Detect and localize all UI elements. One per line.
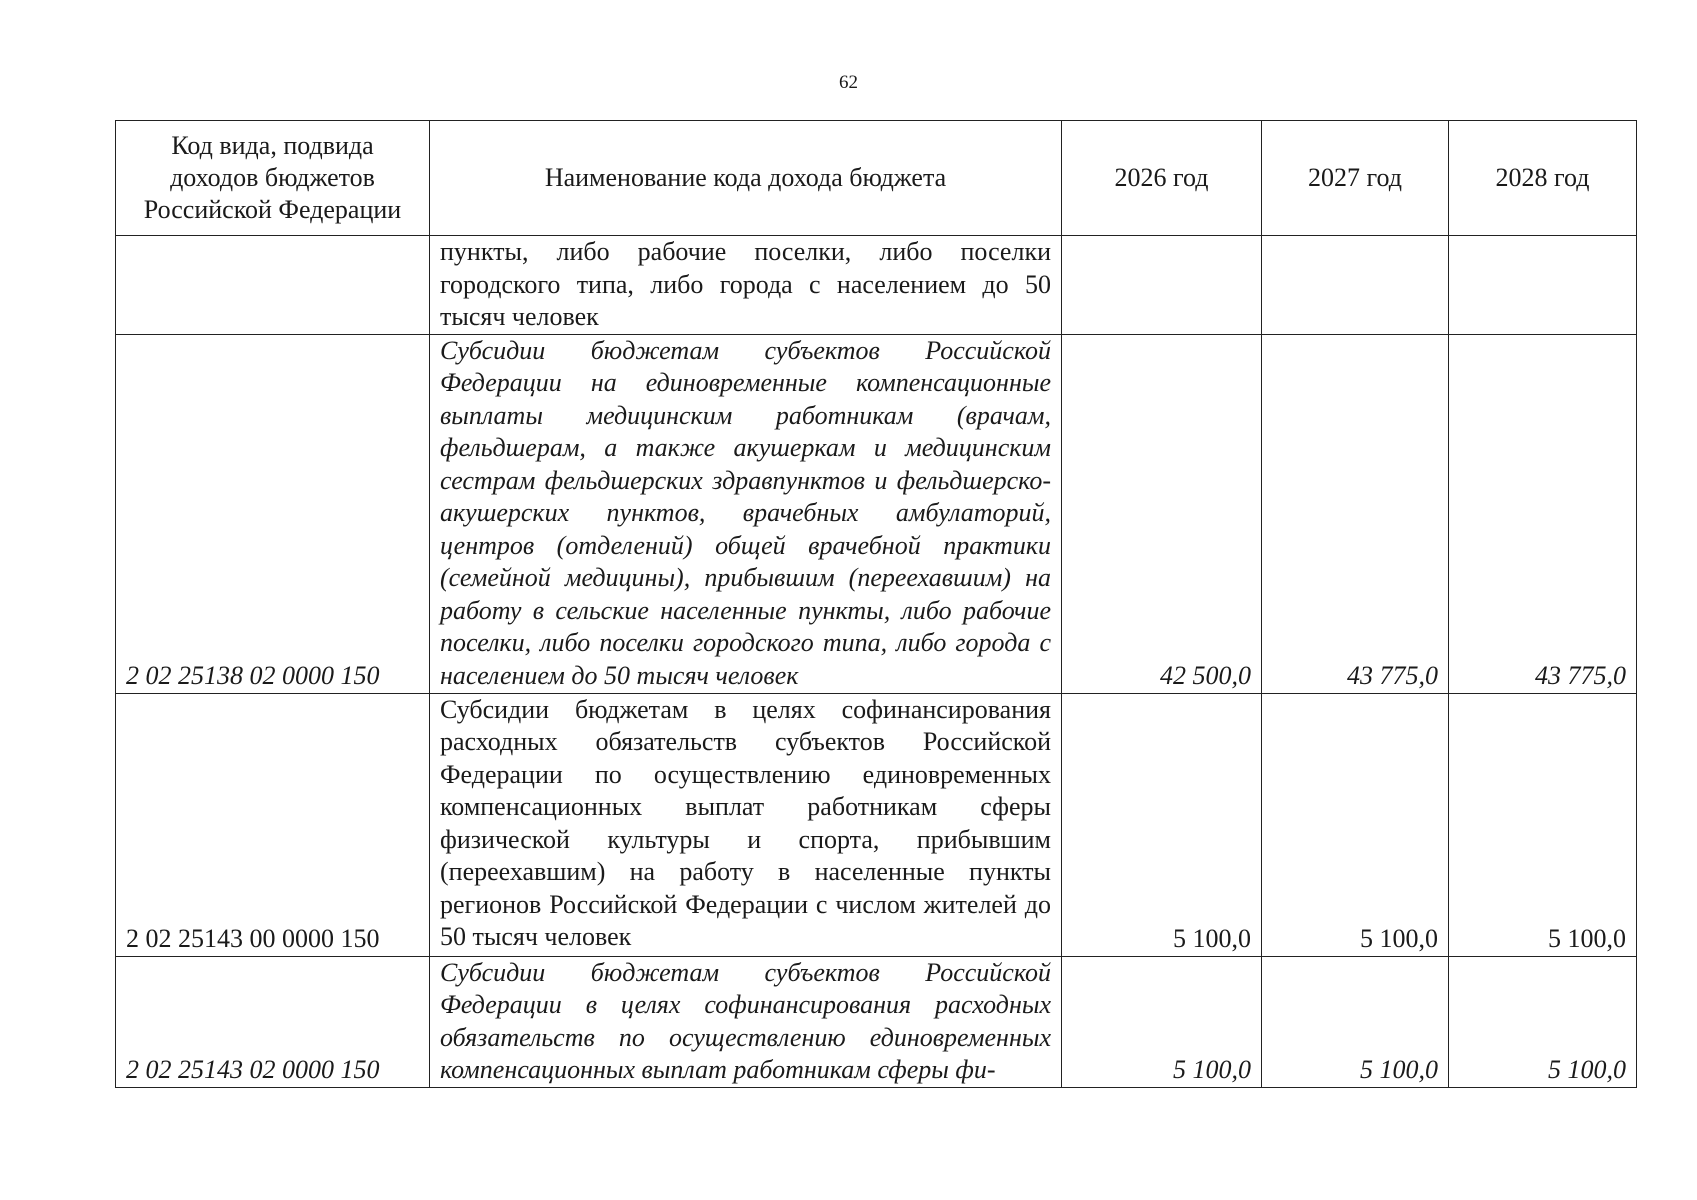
table-row xyxy=(116,693,1637,956)
row-code: 2 02 25138 02 0000 150 xyxy=(116,334,430,693)
row-value-2027: 5 100,0 xyxy=(1262,693,1449,956)
row-value-2028: 43 775,0 xyxy=(1449,334,1637,693)
row-code: 2 02 25143 02 0000 150 xyxy=(116,956,430,1087)
row-value-2026: 5 100,0 xyxy=(1062,956,1262,1087)
row-name: Субсидии бюджетам в целях софинансирования расходных обязательств субъектов Российской Федерации по осуществлению единовременных компенсационных выплат работникам сферы физической культуры и спорта, прибывшим (переехавшим) на работу в населенные пункты регионов Российской Федерации с числом жителей до 50 тысяч человек xyxy=(430,693,1062,956)
row-name: Субсидии бюджетам субъектов Российской Федерации в целях софинансирования расходных обязательств по осуществлению единовременных компенсационных выплат работникам сферы фи- xyxy=(430,956,1062,1087)
row-code: 2 02 25143 00 0000 150 xyxy=(116,693,430,956)
header-2028: 2028 год xyxy=(1449,121,1637,236)
row-name: Субсидии бюджетам субъектов Российской Федерации на единовременные компенсационные выплаты медицинским работникам (врачам, фельдшерам, а также акушеркам и медицинским сестрам фельдшерских здравпунктов и фельдшерско-акушерских пунктов, врачебных амбулаторий, центров (отделений) общей врачебной практики (семейной медицины), прибывшим (переехавшим) на работу в сельские населенные пункты, либо рабочие поселки, либо поселки городского типа, либо города с населением до 50 тысяч человек xyxy=(430,334,1062,693)
header-2026: 2026 год xyxy=(1062,121,1262,236)
row-value-2026: 5 100,0 xyxy=(1062,693,1262,956)
table-row xyxy=(116,334,1637,693)
row-value-2028: 5 100,0 xyxy=(1449,956,1637,1087)
header-code: Код вида, подвида доходов бюджетов Российской Федерации xyxy=(116,121,430,236)
page-number: 62 xyxy=(839,72,858,93)
header-2027: 2027 год xyxy=(1262,121,1449,236)
row-value-2026 xyxy=(1062,236,1262,335)
row-value-2028: 5 100,0 xyxy=(1449,693,1637,956)
row-name: пункты, либо рабочие поселки, либо поселки городского типа, либо города с населением до 50 тысяч человек xyxy=(430,236,1062,335)
row-code xyxy=(116,236,430,335)
row-value-2027: 5 100,0 xyxy=(1262,956,1449,1087)
table-row xyxy=(116,236,1637,335)
row-value-2026: 42 500,0 xyxy=(1062,334,1262,693)
table-row xyxy=(116,956,1637,1087)
row-value-2027: 43 775,0 xyxy=(1262,334,1449,693)
row-value-2027 xyxy=(1262,236,1449,335)
header-name: Наименование кода дохода бюджета xyxy=(430,121,1062,236)
row-value-2028 xyxy=(1449,236,1637,335)
table-header-row xyxy=(116,121,1637,236)
budget-revenue-table xyxy=(115,120,1637,1088)
